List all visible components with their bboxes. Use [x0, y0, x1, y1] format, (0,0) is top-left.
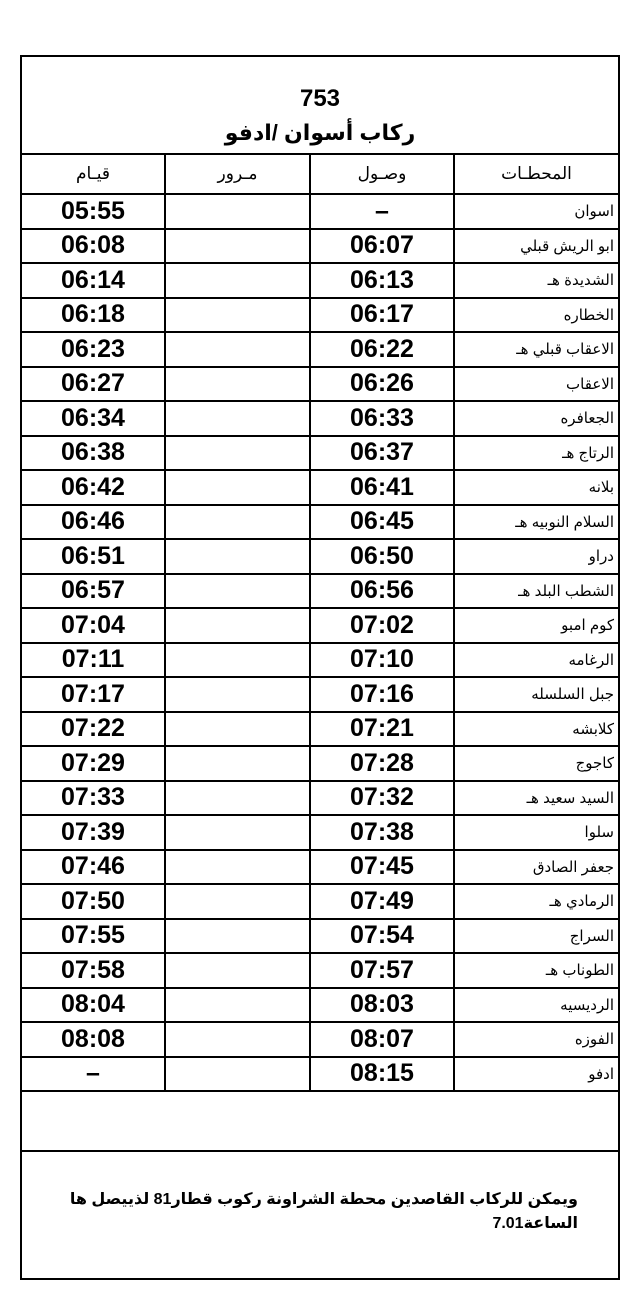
arrival-time-cell: 07:57: [310, 953, 454, 988]
passing-time-cell: [165, 608, 310, 643]
station-name-cell: كلابشه: [454, 712, 618, 747]
table-row: [22, 229, 618, 264]
arrival-time-cell: 06:26: [310, 367, 454, 402]
station-name-cell: الرديسيه: [454, 988, 618, 1023]
passing-time-cell: [165, 1022, 310, 1057]
departure-time-cell: 07:39: [22, 815, 165, 850]
station-name-cell: السيد سعيد هـ: [454, 781, 618, 816]
table-row: [22, 1022, 618, 1057]
passing-time-cell: [165, 815, 310, 850]
arrival-time-cell: 07:28: [310, 746, 454, 781]
column-header-station: المحطـات: [454, 155, 618, 194]
table-row: [22, 574, 618, 609]
arrival-time-cell: 06:41: [310, 470, 454, 505]
departure-time-cell: 08:04: [22, 988, 165, 1023]
departure-time-cell: 07:04: [22, 608, 165, 643]
passing-time-cell: [165, 574, 310, 609]
departure-time-cell: 07:46: [22, 850, 165, 885]
table-row: [22, 298, 618, 333]
departure-time-cell: 07:22: [22, 712, 165, 747]
station-name-cell: اسوان: [454, 194, 618, 229]
station-name-cell: ابو الريش قبلي: [454, 229, 618, 264]
arrival-time-cell: 07:10: [310, 643, 454, 678]
passing-time-cell: [165, 988, 310, 1023]
passing-time-cell: [165, 1057, 310, 1092]
arrival-time-cell: 07:16: [310, 677, 454, 712]
passing-time-cell: [165, 367, 310, 402]
table-row: [22, 263, 618, 298]
arrival-time-cell: 07:49: [310, 884, 454, 919]
departure-time-cell: 07:33: [22, 781, 165, 816]
table-row: [22, 712, 618, 747]
station-name-cell: الشطب البلد هـ: [454, 574, 618, 609]
arrival-time-cell: 08:03: [310, 988, 454, 1023]
arrival-time-cell: 06:07: [310, 229, 454, 264]
station-name-cell: ادفو: [454, 1057, 618, 1092]
table-row: [22, 919, 618, 954]
arrival-time-cell: 06:22: [310, 332, 454, 367]
table-row: [22, 677, 618, 712]
departure-time-cell: 06:46: [22, 505, 165, 540]
passing-time-cell: [165, 401, 310, 436]
passing-time-cell: [165, 643, 310, 678]
station-name-cell: الاعقاب قبلي هـ: [454, 332, 618, 367]
table-row: [22, 1057, 618, 1092]
table-row: [22, 367, 618, 402]
departure-time-cell: 06:51: [22, 539, 165, 574]
station-name-cell: كاجوج: [454, 746, 618, 781]
departure-time-cell: 08:08: [22, 1022, 165, 1057]
departure-time-cell: 05:55: [22, 194, 165, 229]
table-row: [22, 539, 618, 574]
passing-time-cell: [165, 919, 310, 954]
station-name-cell: السلام النوبيه هـ: [454, 505, 618, 540]
departure-time-cell: 06:08: [22, 229, 165, 264]
table-row: [22, 815, 618, 850]
timetable-header: [22, 57, 618, 155]
arrival-time-cell: 08:15: [310, 1057, 454, 1092]
footer-note-box: [22, 1150, 618, 1278]
table-row: [22, 746, 618, 781]
departure-time-cell: 07:55: [22, 919, 165, 954]
station-name-cell: الاعقاب: [454, 367, 618, 402]
passing-time-cell: [165, 263, 310, 298]
arrival-time-cell: 06:17: [310, 298, 454, 333]
station-name-cell: الفوزه: [454, 1022, 618, 1057]
table-row: [22, 884, 618, 919]
arrival-time-cell: 06:33: [310, 401, 454, 436]
departure-time-cell: 06:14: [22, 263, 165, 298]
departure-time-cell: 06:34: [22, 401, 165, 436]
arrival-time-cell: 06:37: [310, 436, 454, 471]
route-title: ركاب أسوان /ادفو: [224, 120, 416, 145]
passing-time-cell: [165, 332, 310, 367]
passing-time-cell: [165, 298, 310, 333]
departure-time-cell: 06:27: [22, 367, 165, 402]
table-row: [22, 436, 618, 471]
passing-time-cell: [165, 229, 310, 264]
departure-time-cell: 06:18: [22, 298, 165, 333]
passing-time-cell: [165, 470, 310, 505]
arrival-time-cell: 06:13: [310, 263, 454, 298]
table-row: [22, 643, 618, 678]
timetable-frame: [20, 55, 620, 1280]
arrival-time-cell: 06:45: [310, 505, 454, 540]
schedule-table: [22, 155, 618, 1092]
station-name-cell: دراو: [454, 539, 618, 574]
table-row: [22, 953, 618, 988]
passing-time-cell: [165, 505, 310, 540]
table-row: [22, 608, 618, 643]
station-name-cell: سلوا: [454, 815, 618, 850]
table-row: [22, 988, 618, 1023]
departure-time-cell: 07:50: [22, 884, 165, 919]
passing-time-cell: [165, 850, 310, 885]
column-header-departure: قيـام: [22, 155, 165, 194]
table-row: [22, 850, 618, 885]
departure-time-cell: 06:38: [22, 436, 165, 471]
departure-time-cell: 07:58: [22, 953, 165, 988]
passing-time-cell: [165, 194, 310, 229]
passing-time-cell: [165, 953, 310, 988]
departure-time-cell: 07:11: [22, 643, 165, 678]
table-row: [22, 332, 618, 367]
station-name-cell: الجعافره: [454, 401, 618, 436]
arrival-time-cell: 07:32: [310, 781, 454, 816]
passing-time-cell: [165, 746, 310, 781]
station-name-cell: الشديدة هـ: [454, 263, 618, 298]
passing-time-cell: [165, 677, 310, 712]
passing-time-cell: [165, 781, 310, 816]
station-name-cell: بلانه: [454, 470, 618, 505]
column-header-arrival: وصـول: [310, 155, 454, 194]
arrival-time-cell: 07:21: [310, 712, 454, 747]
arrival-time-cell: 06:50: [310, 539, 454, 574]
departure-time-cell: 07:29: [22, 746, 165, 781]
passing-time-cell: [165, 539, 310, 574]
station-name-cell: السراج: [454, 919, 618, 954]
passing-time-cell: [165, 884, 310, 919]
departure-time-cell: 06:57: [22, 574, 165, 609]
table-row: [22, 194, 618, 229]
departure-time-cell: 07:17: [22, 677, 165, 712]
table-header-row: [22, 155, 618, 194]
station-name-cell: كوم امبو: [454, 608, 618, 643]
departure-time-cell: 06:42: [22, 470, 165, 505]
station-name-cell: جعفر الصادق: [454, 850, 618, 885]
table-row: [22, 470, 618, 505]
station-name-cell: الرمادي هـ: [454, 884, 618, 919]
station-name-cell: الطوناب هـ: [454, 953, 618, 988]
arrival-time-cell: 07:45: [310, 850, 454, 885]
table-row: [22, 505, 618, 540]
arrival-time-cell: 07:54: [310, 919, 454, 954]
departure-time-cell: –: [22, 1057, 165, 1092]
arrival-time-cell: 07:38: [310, 815, 454, 850]
station-name-cell: الرتاج هـ: [454, 436, 618, 471]
passing-time-cell: [165, 436, 310, 471]
train-number: 753: [299, 85, 341, 112]
arrival-time-cell: 06:56: [310, 574, 454, 609]
passing-time-cell: [165, 712, 310, 747]
arrival-time-cell: –: [310, 194, 454, 229]
departure-time-cell: 06:23: [22, 332, 165, 367]
station-name-cell: الرغامه: [454, 643, 618, 678]
footer-note: ويمكن للركاب القاصدين محطة الشراونة ركوب قطار81 لذييصل ها الساعة7.01: [69, 1191, 578, 1232]
arrival-time-cell: 07:02: [310, 608, 454, 643]
table-row: [22, 781, 618, 816]
table-row: [22, 401, 618, 436]
station-name-cell: جبل السلسله: [454, 677, 618, 712]
station-name-cell: الخطاره: [454, 298, 618, 333]
column-header-passing: مـرور: [165, 155, 310, 194]
arrival-time-cell: 08:07: [310, 1022, 454, 1057]
